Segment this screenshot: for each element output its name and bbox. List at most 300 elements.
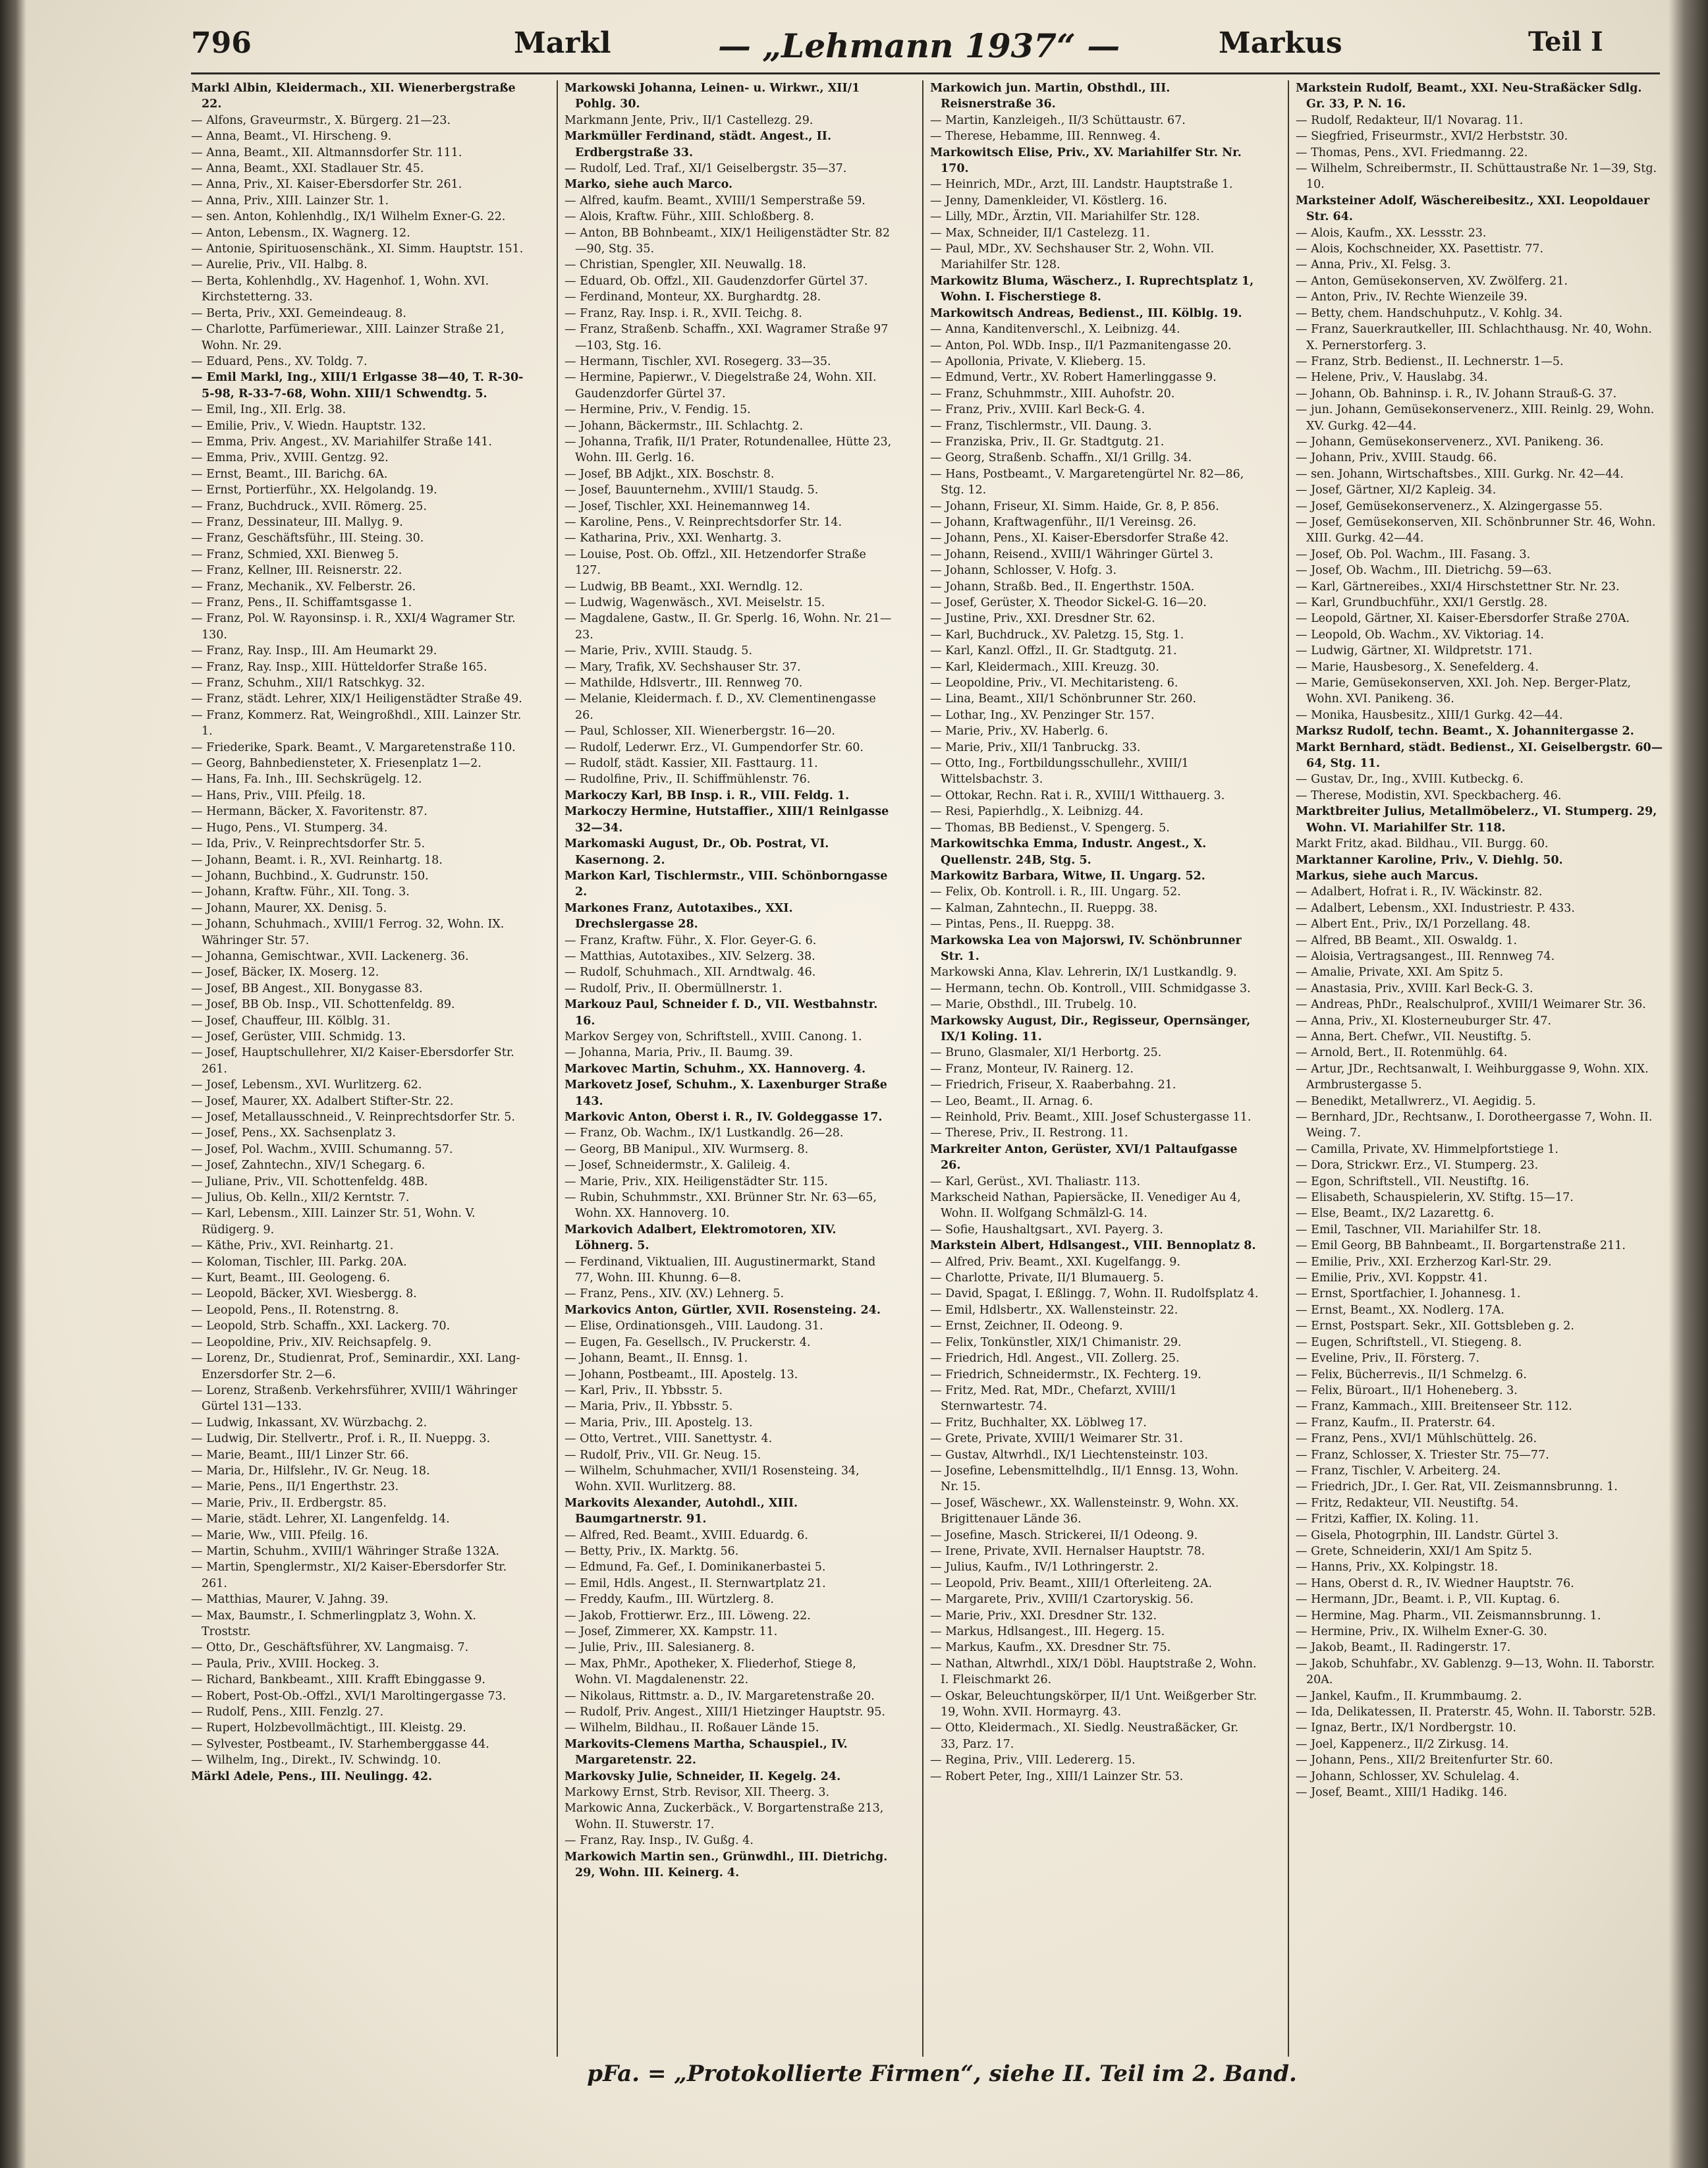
directory-entry: — Anastasia, Priv., XVIII. Karl Beck-G. 3. <box>1296 982 1533 995</box>
directory-entry: — Johann, Beamt. i. R., XVI. Reinhartg. 18. <box>191 853 443 867</box>
directory-entry: — Charlotte, Private, II/1 Blumauerg. 5. <box>930 1271 1164 1285</box>
directory-entry: — Jankel, Kaufm., II. Krummbaumg. 2. <box>1296 1689 1522 1703</box>
directory-entry: — Friedrich, Friseur, X. Raaberbahng. 21. <box>930 1078 1176 1092</box>
directory-entry: Marksteiner Adolf, Wäschereibesitz., XXI. Leopoldauer Str. 64. <box>1296 194 1650 224</box>
directory-entry: — Ludwig, Dir. Stellvertr., Prof. i. R., II. Nueppg. 3. <box>191 1432 491 1446</box>
directory-entry: — Karl, Kanzl. Offzl., II. Gr. Stadtgutg. 21. <box>930 644 1177 658</box>
directory-entry: — Josef, Tischler, XXI. Heinemannweg 14. <box>565 499 811 513</box>
directory-entry: — Aloisia, Vertragsangest., III. Rennweg 74. <box>1296 949 1555 963</box>
directory-entry: — Lilly, MDr., Ärztin, VII. Mariahilfer Str. 128. <box>930 210 1200 224</box>
directory-entry: — Fritz, Buchhalter, XX. Löblweg 17. <box>930 1416 1147 1430</box>
directory-entry: — Ludwig, Gärtner, XI. Wildpretstr. 171. <box>1296 644 1533 658</box>
directory-entry: — Anna, Bert. Chefwr., VII. Neustiftg. 5. <box>1296 1030 1531 1043</box>
directory-column-1 <box>191 80 527 2057</box>
directory-entry: Markmann Jente, Priv., II/1 Castellezg. 29. <box>565 113 813 127</box>
directory-entry: — Hermann, JDr., Beamt. i. P., VII. Kuptag. 6. <box>1296 1593 1560 1607</box>
directory-entry: — Berta, Kohlenhdlg., XV. Hagenhof. 1, Wohn. XVI. Kirchstetterng. 33. <box>191 274 489 304</box>
directory-entry: Marksz Rudolf, techn. Beamt., X. Johannitergasse 2. <box>1296 725 1634 738</box>
directory-entry: — Anna, Priv., XI. Felsg. 3. <box>1296 258 1451 272</box>
directory-entry: — Rudolfine, Priv., II. Schiffmühlenstr. 76. <box>565 773 811 787</box>
directory-entry: — Maria, Priv., III. Apostelg. 13. <box>565 1416 753 1430</box>
directory-entry: — Emilie, Priv., XVI. Koppstr. 41. <box>1296 1271 1488 1285</box>
directory-entry: — Lorenz, Dr., Studienrat, Prof., Seminardir., XXI. Lang-Enzersdorfer Str. 2—6. <box>191 1352 520 1381</box>
directory-entry: — Bernhard, JDr., Rechtsanw., I. Dorotheergasse 7, Wohn. II. Weing. 7. <box>1296 1111 1653 1140</box>
directory-entry: — Resi, Papierhdlg., X. Leibnizg. 44. <box>930 805 1143 819</box>
directory-entry: — Karl, Gärtnereibes., XXI/4 Hirschstettner Str. Nr. 23. <box>1296 580 1620 594</box>
directory-entry: — Eveline, Priv., II. Försterg. 7. <box>1296 1352 1480 1366</box>
directory-entry: — Hermann, Tischler, XVI. Rosegerg. 33—35. <box>565 354 831 368</box>
directory-entry: — Anna, Priv., XIII. Lainzer Str. 1. <box>191 194 389 208</box>
directory-entry: — Marie, Hausbesorg., X. Senefelderg. 4. <box>1296 660 1539 674</box>
directory-entry: Markstein Rudolf, Beamt., XXI. Neu-Straßäcker Sdlg. Gr. 33, P. N. 16. <box>1296 82 1642 111</box>
directory-entry: — Franz, Tischler, V. Arbeiterg. 24. <box>1296 1464 1501 1478</box>
directory-entry: — Edmund, Fa. Gef., I. Dominikanerbastei 5. <box>565 1561 826 1574</box>
directory-entry: — Edmund, Vertr., XV. Robert Hamerlinggasse 9. <box>930 371 1217 385</box>
directory-entry: — Hermine, Mag. Pharm., VII. Zeismannsbrunng. 1. <box>1296 1609 1601 1623</box>
page-header <box>191 26 1653 72</box>
page-number: 796 <box>191 26 252 60</box>
directory-entry: — Marie, städt. Lehrer, XI. Langenfeldg. 14. <box>191 1513 450 1526</box>
directory-entry: — Franz, Pens., XVI/1 Mühlschüttelg. 26. <box>1296 1432 1537 1446</box>
directory-entry: — Elise, Ordinationsgeh., VIII. Laudong. 31. <box>565 1320 823 1333</box>
directory-entry: — Josef, Wäschewr., XX. Wallensteinstr. 9, Wohn. XX. Brigittenauer Lände 36. <box>930 1496 1239 1526</box>
directory-entry: — Georg, BB Manipul., XIV. Wurmserg. 8. <box>565 1142 809 1156</box>
directory-entry: — Otto, Vertret., VIII. Sanettystr. 4. <box>565 1432 773 1446</box>
directory-entry: Markmüller Ferdinand, städt. Angest., II. Erdbergstraße 33. <box>565 130 832 159</box>
directory-entry: — Gisela, Photogrphin, III. Landstr. Gürtel 3. <box>1296 1528 1559 1542</box>
directory-entry: — Lina, Beamt., XII/1 Schönbrunner Str. 260. <box>930 692 1197 706</box>
directory-entry: — Franz, Monteur, IV. Rainerg. 12. <box>930 1062 1134 1076</box>
directory-entry: — Thomas, BB Bedienst., V. Spengerg. 5. <box>930 821 1170 835</box>
directory-entry: — Johann, Gemüsekonservenerz., XVI. Panikeng. 36. <box>1296 435 1604 449</box>
directory-entry: — Alfred, kaufm. Beamt., XVIII/1 Semperstraße 59. <box>565 194 866 208</box>
directory-entry: — Adalbert, Lebensm., XXI. Industriestr. P. 433. <box>1296 901 1575 915</box>
directory-entry: — Marie, Priv., XXI. Dresdner Str. 132. <box>930 1609 1157 1623</box>
directory-entry: — Markus, Kaufm., XX. Dresdner Str. 75. <box>930 1641 1171 1655</box>
directory-entry: — Josef, BB Adjkt., XIX. Boschstr. 8. <box>565 467 775 481</box>
directory-entry: — Grete, Private, XVIII/1 Weimarer Str. 31. <box>930 1432 1183 1446</box>
directory-entry: — Ernst, Sportfachier, I. Johannesg. 1. <box>1296 1287 1521 1301</box>
directory-entry: Markovec Martin, Schuhm., XX. Hannoverg. 4. <box>565 1062 866 1076</box>
directory-entry: — Lothar, Ing., XV. Penzinger Str. 157. <box>930 708 1155 722</box>
directory-entry: — Wilhelm, Bildhau., II. Roßauer Lände 15. <box>565 1721 819 1735</box>
directory-entry: Markon Karl, Tischlermstr., VIII. Schönborngasse 2. <box>565 869 888 899</box>
directory-entry: — Paul, MDr., XV. Sechshauser Str. 2, Wohn. VII. Mariahilfer Str. 128. <box>930 242 1215 272</box>
directory-entry: Markowsky August, Dir., Regisseur, Opernsänger, IX/1 Koling. 11. <box>930 1014 1251 1043</box>
directory-entry: — Aurelie, Priv., VII. Halbg. 8. <box>191 258 368 272</box>
directory-entry: — Josef, Chauffeur, III. Kölblg. 31. <box>191 1014 391 1028</box>
directory-entry: — Josef, BB Ob. Insp., VII. Schottenfeldg. 89. <box>191 998 455 1012</box>
directory-entry: — Felix, Ob. Kontroll. i. R., III. Ungarg. 52. <box>930 885 1181 899</box>
directory-entry: Markl Albin, Kleidermach., XII. Wienerbergstraße 22. <box>191 82 516 111</box>
directory-entry: — Johann, Priv., XVIII. Staudg. 66. <box>1296 451 1497 465</box>
directory-entry: — Friedrich, Hdl. Angest., VII. Zollerg. 25. <box>930 1352 1180 1366</box>
directory-entry: — Alfred, Priv. Beamt., XXI. Kugelfangg. 9. <box>930 1255 1180 1269</box>
directory-entry: — Karl, Priv., II. Ybbsstr. 5. <box>565 1383 723 1397</box>
directory-entry: — Karoline, Pens., V. Reinprechtsdorfer Str. 14. <box>565 515 842 529</box>
directory-entry: — Apollonia, Private, V. Klieberg. 15. <box>930 354 1146 368</box>
directory-entry: — Emilie, Priv., XXI. Erzherzog Karl-Str. 29. <box>1296 1255 1552 1269</box>
directory-entry: — Fritz, Redakteur, VII. Neustiftg. 54. <box>1296 1496 1519 1510</box>
directory-entry: — sen. Johann, Wirtschaftsbes., XIII. Gurkg. Nr. 42—44. <box>1296 467 1624 481</box>
directory-entry: — Martin, Schuhm., XVIII/1 Währinger Straße 132A. <box>191 1544 500 1558</box>
scan-edge-left <box>0 0 26 2168</box>
directory-entry: — Josef, Gerüster, X. Theodor Sickel-G. 16—20. <box>930 596 1207 609</box>
directory-entry: — Julius, Kaufm., IV/1 Lothringerstr. 2. <box>930 1561 1159 1574</box>
directory-entry: — Rudolf, Redakteur, II/1 Novarag. 11. <box>1296 113 1524 127</box>
directory-entry: — Lorenz, Straßenb. Verkehrsführer, XVIII/1 Währinger Gürtel 131—133. <box>191 1383 518 1414</box>
directory-entry: — Josef, Maurer, XX. Adalbert Stifter-Str. 22. <box>191 1094 454 1108</box>
directory-entry: — Anna, Priv., XI. Klosterneuburger Str. 47. <box>1296 1014 1552 1028</box>
header-title: — „Lehmann 1937“ — <box>718 26 1120 65</box>
directory-entry: — Franz, Schlosser, X. Triester Str. 75—77. <box>1296 1448 1549 1462</box>
directory-entry: — Hermann, Bäcker, X. Favoritenstr. 87. <box>191 805 427 819</box>
directory-entry: — Franz, Ob. Wachm., IX/1 Lustkandlg. 26—28. <box>565 1126 844 1140</box>
directory-entry: — Josef, Ob. Wachm., III. Dietrichg. 59—63. <box>1296 564 1552 578</box>
directory-entry: — Andreas, PhDr., Realschulprof., XVIII/1 Weimarer Str. 36. <box>1296 998 1646 1012</box>
directory-entry: — Therese, Modistin, XVI. Speckbacherg. 46. <box>1296 789 1562 802</box>
directory-entry: — Paula, Priv., XVIII. Hockeg. 3. <box>191 1657 379 1671</box>
directory-entry: — Johanna, Gemischtwar., XVII. Lackenerg. 36. <box>191 949 469 963</box>
directory-entry: — Anna, Beamt., XII. Altmannsdorfer Str. 111. <box>191 146 462 159</box>
directory-entry: — Nikolaus, Rittmstr. a. D., IV. Margaretenstraße 20. <box>565 1689 875 1703</box>
directory-entry: — Marie, Obsthdl., III. Trubelg. 10. <box>930 998 1137 1012</box>
directory-entry: — Alfred, BB Beamt., XII. Oswaldg. 1. <box>1296 933 1518 947</box>
directory-entry: — Johann, Kraftw. Führ., XII. Tong. 3. <box>191 885 410 899</box>
directory-entry: — Oskar, Beleuchtungskörper, II/1 Unt. Weißgerber Str. 19, Wohn. XVII. Hormayrg. 43. <box>930 1689 1257 1719</box>
directory-entry: Markowski Johanna, Leinen- u. Wirkwr., XII/1 Pohlg. 30. <box>565 82 860 111</box>
directory-entry: — Johann, Straßb. Bed., II. Engerthstr. 150A. <box>930 580 1195 594</box>
directory-entry: — Johann, Ob. Bahninsp. i. R., IV. Johann Strauß-G. 37. <box>1296 387 1617 401</box>
directory-entry: — Emma, Priv. Angest., XV. Mariahilfer Straße 141. <box>191 435 492 449</box>
directory-entry: — Melanie, Kleidermach. f. D., XV. Clementinengasse 26. <box>565 692 876 722</box>
directory-entry: — Josef, Schneidermstr., X. Galileig. 4. <box>565 1159 790 1173</box>
directory-entry: — Leopold, Ob. Wachm., XV. Viktoriag. 14. <box>1296 628 1544 642</box>
directory-entry: Markowitschka Emma, Industr. Angest., X. Quellenstr. 24B, Stg. 5. <box>930 837 1207 867</box>
directory-entry: — Leopoldine, Priv., VI. Mechitaristeng. 6. <box>930 677 1178 690</box>
directory-entry: — Markus, Hdlsangest., III. Hegerg. 15. <box>930 1625 1165 1638</box>
directory-entry: — Josef, Pol. Wachm., XVIII. Schumanng. 57. <box>191 1142 453 1156</box>
directory-entry: — Johann, Kraftwagenführ., II/1 Vereinsg. 26. <box>930 515 1197 529</box>
directory-entry: — Ferdinand, Viktualien, III. Augustinermarkt, Stand 77, Wohn. III. Khunng. 6—8. <box>565 1255 876 1285</box>
directory-entry: — Marie, Gemüsekonserven, XXI. Joh. Nep. Berger-Platz, Wohn. XVI. Panikeng. 36. <box>1296 677 1632 706</box>
directory-column-3 <box>922 80 1259 2057</box>
directory-entry: — Regina, Priv., VIII. Ledererg. 15. <box>930 1754 1136 1767</box>
directory-entry: — Ignaz, Bertr., IX/1 Nordbergstr. 10. <box>1296 1721 1516 1735</box>
directory-entry: — Eugen, Fa. Gesellsch., IV. Pruckerstr. 4. <box>565 1335 811 1349</box>
directory-entry: — Otto, Kleidermach., XI. Siedlg. Neustraßäcker, Gr. 33, Parz. 17. <box>930 1721 1239 1751</box>
directory-entry: — Johann, Friseur, XI. Simm. Haide, Gr. 8, P. 856. <box>930 499 1219 513</box>
directory-entry: — Justine, Priv., XXI. Dresdner Str. 62. <box>930 612 1155 626</box>
directory-entry: — Joel, Kappenerz., II/2 Zirkusg. 14. <box>1296 1737 1509 1751</box>
directory-entry: — Johann, Pens., XII/2 Breitenfurter Str. 60. <box>1296 1754 1553 1767</box>
directory-entry: — Franz, Sauerkrautkeller, III. Schlachthausg. Nr. 40, Wohn. X. Pernerstorferg. 3. <box>1296 323 1652 352</box>
directory-entry: Markowitsch Andreas, Bedienst., III. Kölblg. 19. <box>930 306 1242 320</box>
directory-entry: Markouz Paul, Schneider f. D., VII. Westbahnstr. 16. <box>565 998 878 1028</box>
directory-entry: — Johann, Pens., XI. Kaiser-Ebersdorfer Straße 42. <box>930 532 1229 545</box>
directory-entry: — Franz, Ray. Insp., IV. Gußg. 4. <box>565 1834 754 1848</box>
directory-entry: — Anna, Kanditenverschl., X. Leibnizg. 44. <box>930 323 1180 337</box>
directory-entry: Markus, siehe auch Marcus. <box>1296 869 1479 883</box>
directory-entry: Markowitz Barbara, Witwe, II. Ungarg. 52. <box>930 869 1205 883</box>
directory-entry: — Hans, Postbeamt., V. Margaretengürtel Nr. 82—86, Stg. 12. <box>930 467 1244 497</box>
directory-entry: — Mathilde, Hdlsvertr., III. Rennweg 70. <box>565 677 803 690</box>
directory-entry: — Paul, Schlosser, XII. Wienerbergstr. 16—20. <box>565 725 835 738</box>
directory-entry: — Leopold, Pens., II. Rotenstrng. 8. <box>191 1303 399 1317</box>
directory-entry: — Amalie, Private, XXI. Am Spitz 5. <box>1296 966 1504 980</box>
directory-entry: — Franz, Schmied, XXI. Bienweg 5. <box>191 547 399 561</box>
directory-entry: — Rudolf, Priv. Angest., XIII/1 Hietzinger Hauptstr. 95. <box>565 1706 885 1719</box>
directory-entry: — Emil, Hdlsbertr., XX. Wallensteinstr. 22. <box>930 1303 1178 1317</box>
directory-entry: Markowy Ernst, Strb. Revisor, XII. Theerg. 3. <box>565 1786 830 1800</box>
directory-entry: — Betty, chem. Handschuhputz., V. Kohlg. 34. <box>1296 306 1563 320</box>
directory-entry: — Anton, Gemüsekonserven, XV. Zwölferg. 21. <box>1296 274 1568 288</box>
directory-entry: — Friedrich, JDr., I. Ger. Rat, VII. Zeismannsbrunng. 1. <box>1296 1480 1618 1494</box>
directory-entry: — Sylvester, Postbeamt., IV. Starhemberggasse 44. <box>191 1737 489 1751</box>
directory-entry: Markovetz Josef, Schuhm., X. Laxenburger Straße 143. <box>565 1078 887 1108</box>
directory-entry: Markovics Anton, Gürtler, XVII. Rosensteing. 24. <box>565 1303 881 1317</box>
directory-entry: — Thomas, Pens., XVI. Friedmanng. 22. <box>1296 146 1528 159</box>
directory-entry: Markstein Albert, Hdlsangest., VIII. Bennoplatz 8. <box>930 1239 1256 1253</box>
directory-entry: — Leopold, Priv. Beamt., XIII/1 Ofterleiteng. 2A. <box>930 1576 1213 1590</box>
directory-entry: — Nathan, Altwrhdl., XIX/1 Döbl. Hauptstraße 2, Wohn. I. Fleischmarkt 26. <box>930 1657 1257 1687</box>
directory-entry: — Johanna, Trafik, II/1 Prater, Rotundenallee, Hütte 23, Wohn. III. Gerlg. 16. <box>565 435 892 465</box>
directory-entry: — Hans, Fa. Inh., III. Sechskrügelg. 12. <box>191 773 422 787</box>
directory-entry: — Josef, Bauunternehm., XVIII/1 Staudg. 5. <box>565 484 819 497</box>
directory-entry: Markowich Martin sen., Grünwdhl., III. Dietrichg. 29, Wohn. III. Keinerg. 4. <box>565 1850 888 1880</box>
directory-entry: Marko, siehe auch Marco. <box>565 178 733 192</box>
directory-entry: — Heinrich, MDr., Arzt, III. Landstr. Hauptstraße 1. <box>930 178 1233 192</box>
directory-entry: — Rudolf, Pens., XIII. Fenzlg. 27. <box>191 1706 384 1719</box>
directory-entry: — Helene, Priv., V. Hauslabg. 34. <box>1296 371 1488 385</box>
directory-entry: — Ernst, Postspart. Sekr., XII. Gottsbleben g. 2. <box>1296 1320 1574 1333</box>
directory-entry: — Johann, Beamt., II. Ennsg. 1. <box>565 1352 748 1366</box>
directory-entry: — Josef, BB Angest., XII. Bonygasse 83. <box>191 982 423 995</box>
directory-entry: — Felix, Bücherrevis., II/1 Schmelzg. 6. <box>1296 1368 1527 1381</box>
directory-entry: — Ludwig, Inkassant, XV. Würzbachg. 2. <box>191 1416 427 1430</box>
directory-entry: — Wilhelm, Schreibermstr., II. Schüttaustraße Nr. 1—39, Stg. 10. <box>1296 162 1657 192</box>
directory-entry: — Margarete, Priv., XVIII/1 Czartoryskig. 56. <box>930 1593 1194 1607</box>
directory-entry: — Otto, Dr., Geschäftsführer, XV. Langmaisg. 7. <box>191 1641 469 1655</box>
directory-entry: — Louise, Post. Ob. Offzl., XII. Hetzendorfer Straße 127. <box>565 547 866 578</box>
directory-entry: — Anton, Lebensm., IX. Wagnerg. 12. <box>191 226 410 240</box>
directory-entry: — Franz, Strb. Bedienst., II. Lechnerstr. 1—5. <box>1296 354 1564 368</box>
directory-entry: — Marie, Beamt., III/1 Linzer Str. 66. <box>191 1448 409 1462</box>
directory-entry: Markt Fritz, akad. Bildhau., VII. Burgg. 60. <box>1296 837 1549 851</box>
directory-entry: — Anton, BB Bohnbeamt., XIX/1 Heiligenstädter Str. 82—90, Stg. 35. <box>565 226 890 256</box>
directory-entry: — Franz, Geschäftsführ., III. Steing. 30. <box>191 532 424 545</box>
directory-entry: — Anna, Priv., XI. Kaiser-Ebersdorfer Str. 261. <box>191 178 462 192</box>
directory-column-2 <box>557 80 894 2057</box>
directory-entry: — Marie, Priv., XII/1 Tanbruckg. 33. <box>930 740 1141 754</box>
directory-entry: — Josef, Metallausschneid., V. Reinprechtsdorfer Str. 5. <box>191 1111 515 1124</box>
directory-entry: Markowski Anna, Klav. Lehrerin, IX/1 Lustkandlg. 9. <box>930 966 1237 980</box>
directory-entry: — Rudolf, städt. Kassier, XII. Fasttaurg. 11. <box>565 757 818 771</box>
directory-entry: — Friedrich, Schneidermstr., IX. Fechterg. 19. <box>930 1368 1201 1381</box>
directory-entry: — Franz, Dessinateur, III. Mallyg. 9. <box>191 515 403 529</box>
directory-entry: — Jakob, Frottierwr. Erz., III. Löweng. 22. <box>565 1609 811 1623</box>
directory-entry: — Johann, Buchbind., X. Gudrunstr. 150. <box>191 869 429 883</box>
directory-entry: — Josef, Beamt., XIII/1 Hadikg. 146. <box>1296 1786 1508 1800</box>
directory-entry: — Jenny, Damenkleider, VI. Köstlerg. 16. <box>930 194 1167 208</box>
directory-entry: — Franziska, Priv., II. Gr. Stadtgutg. 21. <box>930 435 1165 449</box>
directory-entry: — Juliane, Priv., VII. Schottenfeldg. 48B. <box>191 1175 428 1188</box>
directory-entry: — Koloman, Tischler, III. Parkg. 20A. <box>191 1255 407 1269</box>
directory-entry: — Marie, Priv., XVIII. Staudg. 5. <box>565 644 753 658</box>
directory-entry: — Egon, Schriftstell., VII. Neustiftg. 16. <box>1296 1175 1529 1188</box>
directory-entry: — Hugo, Pens., VI. Stumperg. 34. <box>191 821 388 835</box>
directory-entry: Markoczy Hermine, Hutstaffier., XIII/1 Reinlgasse 32—34. <box>565 805 889 835</box>
directory-entry: — Julius, Ob. Kelln., XII/2 Kerntstr. 7. <box>191 1191 410 1205</box>
directory-entry: — Alois, Kochschneider, XX. Pasettistr. 77. <box>1296 242 1544 256</box>
directory-entry: — Christian, Spengler, XII. Neuwallg. 18. <box>565 258 806 272</box>
directory-entry: — Emil, Taschner, VII. Mariahilfer Str. 18. <box>1296 1223 1541 1237</box>
directory-entry: — Hans, Priv., VIII. Pfeilg. 18. <box>191 789 366 802</box>
directory-entry: — Eugen, Schriftstell., VI. Stiegeng. 8. <box>1296 1335 1522 1349</box>
directory-entry: — Josef, Ob. Pol. Wachm., III. Fasang. 3. <box>1296 547 1531 561</box>
directory-entry: Marktbreiter Julius, Metallmöbelerz., VI. Stumperg. 29, Wohn. VI. Mariahilfer Str. 118. <box>1296 805 1657 835</box>
directory-entry: — Karl, Grundbuchführ., XXI/1 Gerstlg. 28. <box>1296 596 1548 609</box>
directory-entry: — Karl, Gerüst., XVI. Thaliastr. 113. <box>930 1175 1141 1188</box>
directory-entry: — Ernst, Beamt., XX. Nodlerg. 17A. <box>1296 1303 1504 1317</box>
directory-entry: — Ferdinand, Monteur, XX. Burghardtg. 28. <box>565 291 821 304</box>
directory-entry: — Therese, Priv., II. Restrong. 11. <box>930 1126 1128 1140</box>
directory-entry: — Johann, Maurer, XX. Denisg. 5. <box>191 901 387 915</box>
header-rule <box>191 72 1660 74</box>
directory-entry: — Franz, Pol. W. Rayonsinsp. i. R., XXI/4 Wagramer Str. 130. <box>191 612 516 642</box>
directory-entry: — Johann, Postbeamt., III. Apostelg. 13. <box>565 1368 798 1381</box>
directory-entry: — Berta, Priv., XXI. Gemeindeaug. 8. <box>191 306 406 320</box>
directory-entry: — Matthias, Maurer, V. Jahng. 39. <box>191 1593 389 1607</box>
directory-entry: — Julie, Priv., III. Salesianerg. 8. <box>565 1641 755 1655</box>
directory-entry: — Alois, Kaufm., XX. Lessstr. 23. <box>1296 226 1487 240</box>
directory-entry: — Kalman, Zahntechn., II. Rueppg. 38. <box>930 901 1158 915</box>
directory-entry: — Martin, Spenglermstr., XI/2 Kaiser-Ebersdorfer Str. 261. <box>191 1561 507 1590</box>
directory-entry: — Marie, Ww., VIII. Pfeilg. 16. <box>191 1528 368 1542</box>
directory-entry: — Josef, Bäcker, IX. Moserg. 12. <box>191 966 379 980</box>
directory-entry: — Alois, Kraftw. Führ., XIII. Schloßberg. 8. <box>565 210 814 224</box>
directory-entry: — Franz, Tischlermstr., VII. Daung. 3. <box>930 419 1152 433</box>
directory-entry: — Franz, Schuhmmstr., XIII. Auhofstr. 20. <box>930 387 1175 401</box>
directory-entry: — Leopoldine, Priv., XIV. Reichsapfelg. 9. <box>191 1335 432 1349</box>
directory-entry: — Johann, Schlosser, V. Hofg. 3. <box>930 564 1117 578</box>
directory-entry: — Siegfried, Friseurmstr., XVI/2 Herbststr. 30. <box>1296 130 1568 144</box>
directory-entry: — Ernst, Portierführ., XX. Helgolandg. 19. <box>191 484 437 497</box>
directory-entry: — Franz, Ray. Insp., III. Am Heumarkt 29. <box>191 644 437 658</box>
directory-entry: Markones Franz, Autotaxibes., XXI. Drechslergasse 28. <box>565 901 793 931</box>
directory-entry: — Karl, Lebensm., XIII. Lainzer Str. 51, Wohn. V. Rüdigerg. 9. <box>191 1207 476 1237</box>
directory-entry: — Otto, Ing., Fortbildungsschullehr., XVIII/1 Wittelsbachstr. 3. <box>930 757 1189 787</box>
header-part: Teil I <box>1528 26 1603 57</box>
directory-entry: — Johann, Schuhmach., XVIII/1 Ferrog. 32, Wohn. IX. Währinger Str. 57. <box>191 918 505 947</box>
directory-entry: — Magdalene, Gastw., II. Gr. Sperlg. 16, Wohn. Nr. 21—23. <box>565 612 892 642</box>
directory-entry: — Josefine, Lebensmittelhdlg., II/1 Ennsg. 13, Wohn. Nr. 15. <box>930 1464 1239 1494</box>
directory-entry: — Ida, Delikatessen, II. Praterstr. 45, Wohn. II. Taborstr. 52B. <box>1296 1706 1656 1719</box>
directory-entry: — Rudolf, Schuhmach., XII. Arndtwalg. 46. <box>565 966 816 980</box>
directory-entry: — Josefine, Masch. Strickerei, II/1 Odeong. 9. <box>930 1528 1198 1542</box>
directory-entry: — Josef, Gemüsekonservenerz., X. Alzingergasse 55. <box>1296 499 1603 513</box>
directory-entry: — Anna, Beamt., VI. Hirscheng. 9. <box>191 130 392 144</box>
directory-entry: Markreiter Anton, Gerüster, XVI/1 Paltaufgasse 26. <box>930 1142 1238 1173</box>
directory-entry: — Anton, Priv., IV. Rechte Wienzeile 39. <box>1296 291 1528 304</box>
directory-entry: — Wilhelm, Ing., Direkt., IV. Schwindg. 10. <box>191 1754 441 1767</box>
directory-entry: — Franz, Buchdruck., XVII. Römerg. 25. <box>191 499 427 513</box>
directory-entry: — Josef, Gärtner, XI/2 Kapleig. 34. <box>1296 484 1497 497</box>
directory-entry: — Rubin, Schuhmmstr., XXI. Brünner Str. Nr. 63—65, Wohn. XX. Hannoverg. 10. <box>565 1191 877 1221</box>
directory-entry: — Franz, Kaufm., II. Praterstr. 64. <box>1296 1416 1495 1430</box>
directory-entry: — Dora, Strickwr. Erz., VI. Stumperg. 23. <box>1296 1159 1539 1173</box>
header-left-catchword: Markl <box>514 26 611 60</box>
directory-entry: Markovits-Clemens Martha, Schauspiel., IV. Margaretenstr. 22. <box>565 1737 848 1767</box>
directory-entry: — Franz, Priv., XVIII. Karl Beck-G. 4. <box>930 403 1145 417</box>
directory-entry: Markowich jun. Martin, Obsthdl., III. Reisnerstraße 36. <box>930 82 1171 111</box>
directory-entry: Markowitz Bluma, Wäscherz., I. Ruprechtsplatz 1, Wohn. I. Fischerstiege 8. <box>930 274 1254 304</box>
directory-column-4 <box>1288 80 1665 2057</box>
directory-entry: — Franz, Mechanik., XV. Felberstr. 26. <box>191 580 416 594</box>
directory-entry: — Max, Baumstr., I. Schmerlingplatz 3, Wohn. X. Troststr. <box>191 1609 477 1638</box>
directory-entry: — Johanna, Maria, Priv., II. Baumg. 39. <box>565 1046 793 1060</box>
directory-entry: — Rupert, Holzbevollmächtigt., III. Kleistg. 29. <box>191 1721 466 1735</box>
directory-entry: — jun. Johann, Gemüsekonservenerz., XIII. Reinlg. 29, Wohn. XV. Gurkg. 42—44. <box>1296 403 1655 433</box>
directory-entry: — Josef, Zahntechn., XIV/1 Schegarg. 6. <box>191 1159 426 1173</box>
directory-entry: Markowic Anna, Zuckerbäck., V. Borgartenstraße 213, Wohn. II. Stuwerstr. 17. <box>565 1802 884 1831</box>
directory-entry: — Rudolf, Priv., II. Obermüllnerstr. 1. <box>565 982 783 995</box>
directory-entry: — Leopold, Bäcker, XVI. Wiesbergg. 8. <box>191 1287 417 1301</box>
directory-entry: — Max, PhMr., Apotheker, X. Fliederhof, Stiege 8, Wohn. VI. Magdalenenstr. 22. <box>565 1657 856 1687</box>
directory-entry: Markoczy Karl, BB Insp. i. R., VIII. Feldg. 1. <box>565 789 850 802</box>
directory-entry: — Sofie, Haushaltgsart., XVI. Payerg. 3. <box>930 1223 1163 1237</box>
directory-entry: — Benedikt, Metallwrerz., VI. Aegidig. 5. <box>1296 1094 1536 1108</box>
directory-entry: — Friederike, Spark. Beamt., V. Margaretenstraße 110. <box>191 740 516 754</box>
directory-entry: — Johann, Schlosser, XV. Schulelag. 4. <box>1296 1769 1520 1783</box>
directory-entry: Markov Sergey von, Schriftstell., XVIII. Canong. 1. <box>565 1030 862 1043</box>
directory-entry: — Emil, Hdls. Angest., II. Sternwartplatz 21. <box>565 1576 826 1590</box>
directory-entry: — Marie, Pens., II/1 Engerthstr. 23. <box>191 1480 399 1494</box>
directory-entry: — Reinhold, Priv. Beamt., XIII. Josef Schustergasse 11. <box>930 1111 1252 1124</box>
directory-entry: — Fritzi, Kaffier, IX. Koling. 11. <box>1296 1513 1479 1526</box>
directory-entry: — Josef, Pens., XX. Sachsenplatz 3. <box>191 1126 397 1140</box>
directory-entry: Markovsky Julie, Schneider, II. Kegelg. 24. <box>565 1769 841 1783</box>
directory-entry: — Kurt, Beamt., III. Geologeng. 6. <box>191 1271 391 1285</box>
directory-entry: — Emilie, Priv., V. Wiedn. Hauptstr. 132. <box>191 419 426 433</box>
directory-entry: — Jakob, Beamt., II. Radingerstr. 17. <box>1296 1641 1511 1655</box>
directory-entry: — Franz, städt. Lehrer, XIX/1 Heiligenstädter Straße 49. <box>191 692 522 706</box>
directory-entry: — Ernst, Zeichner, II. Odeong. 9. <box>930 1320 1123 1333</box>
directory-entry: — Franz, Kraftw. Führ., X. Flor. Geyer-G. 6. <box>565 933 817 947</box>
directory-entry: — Marie, Priv., XIX. Heiligenstädter Str. 115. <box>565 1175 828 1188</box>
directory-entry: Marktanner Karoline, Priv., V. Diehlg. 50. <box>1296 853 1563 867</box>
directory-entry: — Franz, Kellner, III. Reisnerstr. 22. <box>191 564 402 578</box>
directory-entry: — Bruno, Glasmaler, XI/1 Herbortg. 25. <box>930 1046 1162 1060</box>
directory-entry: — Alfred, Red. Beamt., XVIII. Eduardg. 6. <box>565 1528 808 1542</box>
directory-entry: — Max, Schneider, II/1 Castelezg. 11. <box>930 226 1150 240</box>
directory-entry: — Franz, Straßenb. Schaffn., XXI. Wagramer Straße 97—103, Stg. 16. <box>565 323 889 352</box>
header-right-catchword: Markus <box>1219 26 1342 60</box>
directory-entry: — Franz, Ray. Insp. i. R., XVII. Teichg. 8. <box>565 306 802 320</box>
directory-entry: — Betty, Priv., IX. Marktg. 56. <box>565 1544 739 1558</box>
directory-entry: — Charlotte, Parfümeriewar., XIII. Lainzer Straße 21, Wohn. Nr. 29. <box>191 323 505 352</box>
directory-entry: — Robert Peter, Ing., XIII/1 Lainzer Str. 53. <box>930 1769 1184 1783</box>
directory-entry: — Ludwig, Wagenwäsch., XVI. Meiselstr. 15. <box>565 596 825 609</box>
directory-entry: — Rudolf, Priv., VII. Gr. Neug. 15. <box>565 1448 761 1462</box>
directory-entry: — Leo, Beamt., II. Arnag. 6. <box>930 1094 1093 1108</box>
directory-entry: — Leopold, Strb. Schaffn., XXI. Lackerg. 70. <box>191 1320 451 1333</box>
directory-entry: — Martin, Kanzleigeh., II/3 Schüttaustr. 67. <box>930 113 1186 127</box>
directory-entry: — Katharina, Priv., XXI. Wenhartg. 3. <box>565 532 782 545</box>
directory-entry: Markscheid Nathan, Papiersäcke, II. Venediger Au 4, Wohn. II. Wolfgang Schmälzl-G. 14. <box>930 1191 1241 1221</box>
directory-entry: — Josef, Hauptschullehrer, XI/2 Kaiser-Ebersdorfer Str. 261. <box>191 1046 514 1076</box>
directory-entry: — Maria, Dr., Hilfslehr., IV. Gr. Neug. 18. <box>191 1464 430 1478</box>
